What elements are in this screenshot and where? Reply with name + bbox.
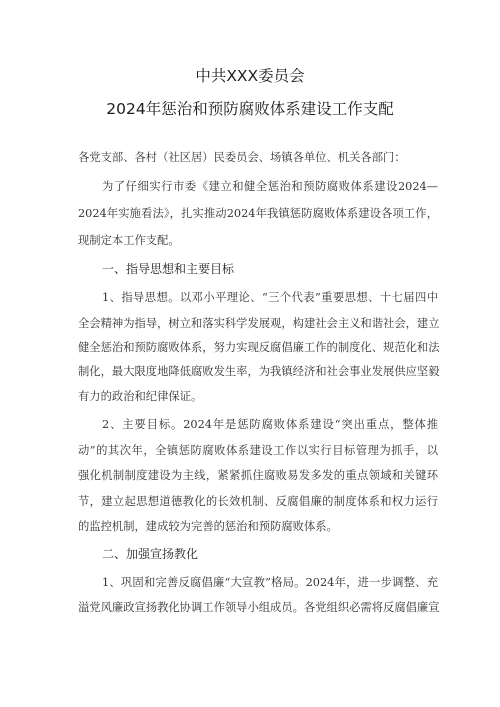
paragraph-line: 2、主要目标。2024年是惩防腐败体系建设“突出重点，整体推 — [102, 418, 438, 431]
paragraph-line: 全会精神为指导，树立和落实科学发展观，构建社会主义和谐社会，建立 — [78, 317, 440, 330]
paragraph-line: 健全惩治和预防腐败体系，努力实现反腐倡廉工作的制度化、规范化和法 — [78, 341, 440, 354]
section-heading: 二、加强宣扬教化 — [102, 547, 199, 561]
paragraph-line: 1、巩固和完善反腐倡廉“大宣教”格局。2024年，进一步调整、充 — [102, 576, 438, 589]
document-title-main: 2024年惩治和预防腐败体系建设工作支配 — [106, 100, 394, 118]
intro-line: 为了仔细实行市委《建立和健全惩治和预防腐败体系建设2024— — [102, 180, 438, 193]
salutation: 各党支部、各村（社区居）民委员会、场镇各单位、机关各部门： — [78, 151, 406, 164]
paragraph-line: 节，建立起思想道德教化的长效机制、反腐倡廉的制度体系和权力运行 — [78, 495, 438, 508]
paragraph-line: 有力的政治和纪律保证。 — [78, 390, 203, 403]
paragraph-line: 1、指导思想。以邓小平理论、“三个代表”重要思想、十七届四中 — [102, 291, 438, 304]
paragraph-line: 溢党风廉政宣扬教化协调工作领导小组成员。各党组织必需将反腐倡廉宣 — [78, 601, 440, 614]
intro-line: 2024年实施看法》，扎实推动2024年我镇惩防腐败体系建设各项工作， — [78, 207, 438, 220]
paragraph-line: 制化，最大限度地降低腐败发生率，为我镇经济和社会事业发展供应坚毅 — [78, 365, 440, 378]
section-heading: 一、指导思想和主要目标 — [102, 262, 235, 276]
intro-line: 现制定本工作支配。 — [78, 234, 180, 247]
document-title-org: 中共XXX委员会 — [195, 67, 305, 85]
paragraph-line: 的监控机制，建成较为完善的惩治和预防腐败体系。 — [78, 520, 338, 533]
paragraph-line: 强化机制制度建设为主线，紧紧抓住腐败易发多发的重点领域和关键环 — [78, 469, 438, 482]
paragraph-line: 动”的其次年，全镇惩防腐败体系建设工作以实行目标管理为抓手，以 — [78, 444, 438, 457]
